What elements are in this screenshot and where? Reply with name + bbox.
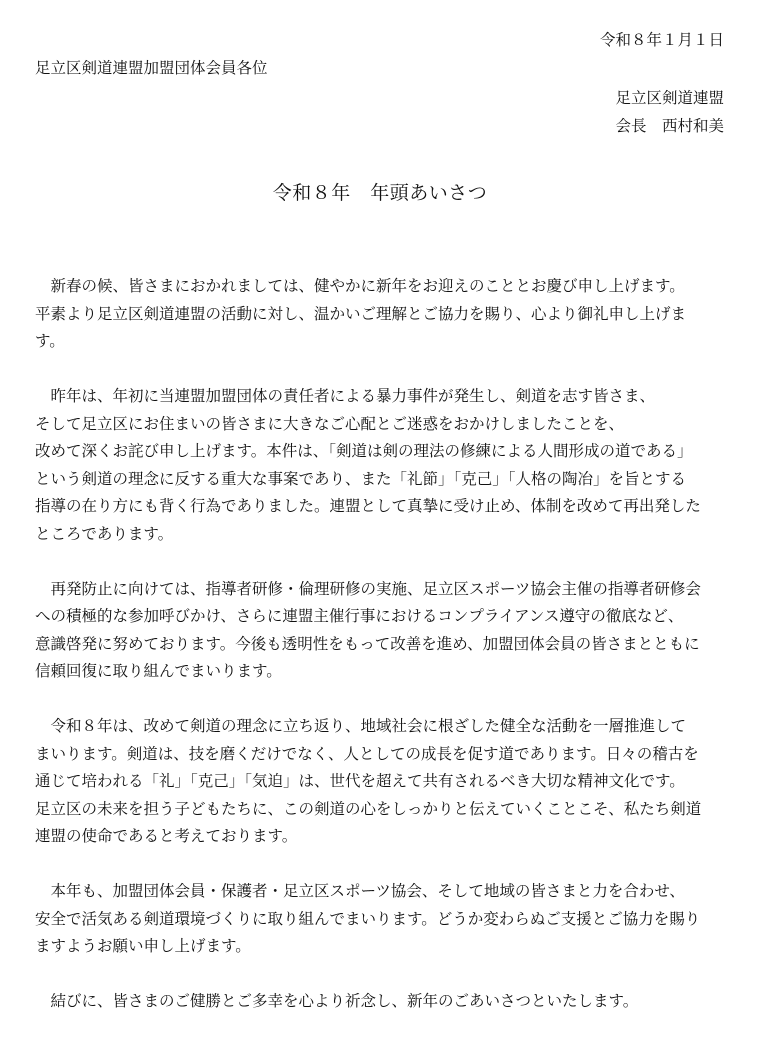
paragraph-2 (35, 383, 735, 548)
paragraph-line: そして足立区にお住まいの皆さまに大きなご心配とご迷惑をおかけしましたことを、 (35, 414, 625, 433)
paragraph-6 (35, 988, 735, 1016)
page-title: 令和８年 年頭あいさつ (272, 182, 488, 204)
addressee: 足立区剣道連盟加盟団体会員各位 (35, 59, 268, 77)
paragraph-line: 本年も、加盟団体会員・保護者・足立区スポーツ協会、そして地域の皆さまと力を合わせ、 (35, 882, 685, 900)
paragraph-line: 信頼回復に取り組んでまいります。 (35, 662, 282, 680)
paragraph-line: 足立区の未来を担う子どもたちに、この剣道の心をしっかりと伝えていくことこそ、私たち剣道 (35, 799, 702, 818)
paragraph-line: 令和８年は、改めて剣道の理念に立ち返り、地域社会に根ざした健全な活動を一層推進して (35, 717, 687, 735)
paragraph-gap (35, 356, 735, 384)
paragraph-line: 新春の候、皆さまにおかれましては、健やかに新年をお迎えのこととお慶び申し上げます。 (35, 277, 685, 295)
paragraph-line: という剣道の理念に反する重大な事案であり、また「礼節」「克己」「人格の陶冶」を旨とする (35, 469, 687, 488)
paragraph-4 (35, 713, 735, 851)
paragraph-line: 安全で活気ある剣道環境づくりに取り組んでまいります。どうか変わらぬご支援とご協力を賜り (35, 909, 701, 928)
paragraph-line: まいります。剣道は、技を磨くだけでなく、人としての成長を促す道であります。日々の稽古を (35, 744, 699, 763)
paragraph-3 (35, 576, 735, 686)
paragraph-line: 再発防止に向けては、指導者研修・倫理研修の実施、足立区スポーツ協会主催の指導者研修会 (35, 579, 701, 598)
paragraph-line: 結びに、皆さまのご健勝とご多幸を心より祈念し、新年のごあいさつといたします。 (35, 992, 639, 1010)
paragraph-line: 昨年は、年初に当連盟加盟団体の責任者による暴力事件が発生し、剣道を志す皆さま、 (35, 387, 656, 405)
paragraph-gap (35, 851, 735, 879)
paragraph-line: す。 (35, 332, 65, 350)
paragraph-line: 意識啓発に努めております。今後も透明性をもって改善を進め、加盟団体会員の皆さまとともに (35, 634, 700, 653)
paragraph-line: 通じて培われる「礼」「克己」「気迫」は、世代を超えて共有されるべき大切な精神文化です。 (35, 772, 685, 790)
paragraph-line: 連盟の使命であると考えております。 (35, 827, 298, 845)
paragraph-gap (35, 548, 735, 576)
letter-date: 令和８年１月１日 (599, 31, 724, 49)
letter-body (35, 273, 735, 1016)
paragraph-line: への積極的な参加呼びかけ、さらに連盟主催行事におけるコンプライアンス遵守の徹底など、 (35, 607, 684, 625)
paragraph-line: ところであります。 (35, 524, 174, 543)
paragraph-1 (35, 273, 735, 356)
paragraph-gap (35, 686, 735, 714)
sender-president: 会長 西村和美 (615, 117, 724, 135)
paragraph-line: ますようお願い申し上げます。 (35, 937, 251, 955)
paragraph-5 (35, 878, 735, 961)
paragraph-gap (35, 961, 735, 989)
paragraph-line: 改めて深くお詫び申し上げます。本件は、「剣道は剣の理法の修練による人間形成の道である」 (35, 442, 693, 460)
sender-organization: 足立区剣道連盟 (615, 89, 724, 107)
paragraph-line: 指導の在り方にも背く行為でありました。連盟として真摯に受け止め、体制を改めて再出発した (35, 497, 701, 515)
paragraph-line: 平素より足立区剣道連盟の活動に対し、温かいご理解とご協力を賜り、心より御礼申し上げま (35, 304, 687, 323)
